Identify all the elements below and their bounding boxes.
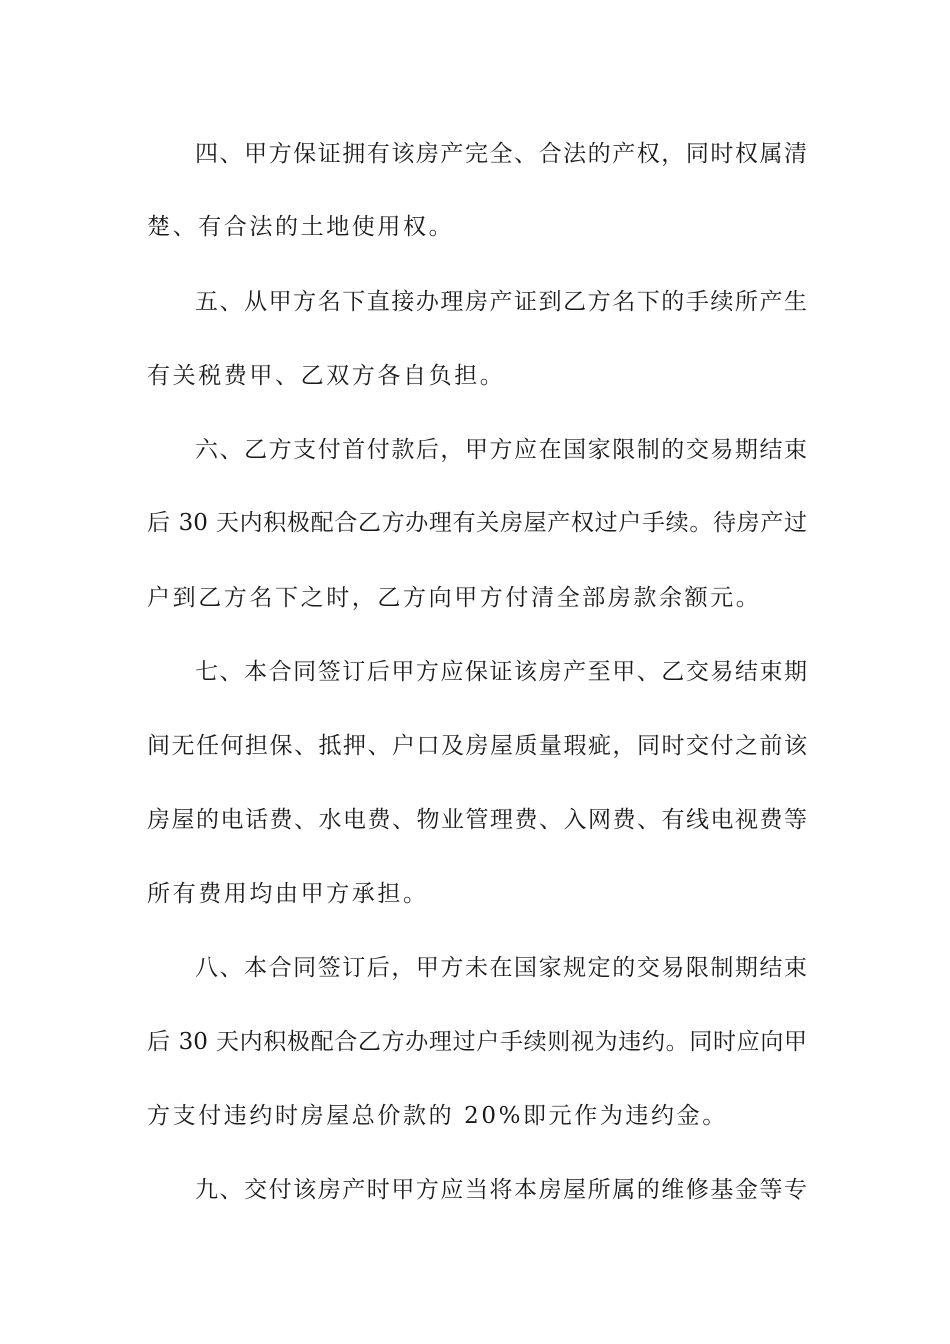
clause-9-line-1: 九、交付该房产时甲方应当将本房屋所属的维修基金等专 [195, 1177, 807, 1203]
clause-4-line-1: 四、甲方保证拥有该房产完全、合法的产权，同时权属清 [195, 141, 807, 167]
clause-6-line-2: 后 30 天内积极配合乙方办理有关房屋产权过户手续。待房产过 [147, 510, 807, 536]
clause-7-line-1: 七、本合同签订后甲方应保证该房产至甲、乙交易结束期 [195, 659, 807, 685]
clause-5-line-1: 五、从甲方名下直接办理房产证到乙方名下的手续所产生 [195, 289, 807, 315]
clause-8-line-1: 八、本合同签订后，甲方未在国家规定的交易限制期结束 [195, 955, 807, 981]
clause-6-line-1: 六、乙方支付首付款后，甲方应在国家限制的交易期结束 [195, 437, 807, 463]
clause-6-line-3: 户到乙方名下之时，乙方向甲方付清全部房款余额元。 [147, 585, 762, 611]
clause-5-line-2: 有关税费甲、乙双方各自负担。 [147, 363, 506, 389]
clause-7-line-4: 所有费用均由甲方承担。 [147, 881, 429, 907]
clause-8-line-2: 后 30 天内积极配合乙方办理过户手续则视为违约。同时应向甲 [147, 1029, 807, 1055]
clause-4-line-2: 楚、有合法的土地使用权。 [147, 214, 455, 240]
clause-8-line-3: 方支付违约时房屋总价款的 20%即元作为违约金。 [147, 1103, 728, 1129]
clause-7-line-2: 间无任何担保、抵押、户口及房屋质量瑕疵，同时交付之前该 [147, 733, 807, 759]
clause-7-line-3: 房屋的电话费、水电费、物业管理费、入网费、有线电视费等 [147, 807, 807, 833]
